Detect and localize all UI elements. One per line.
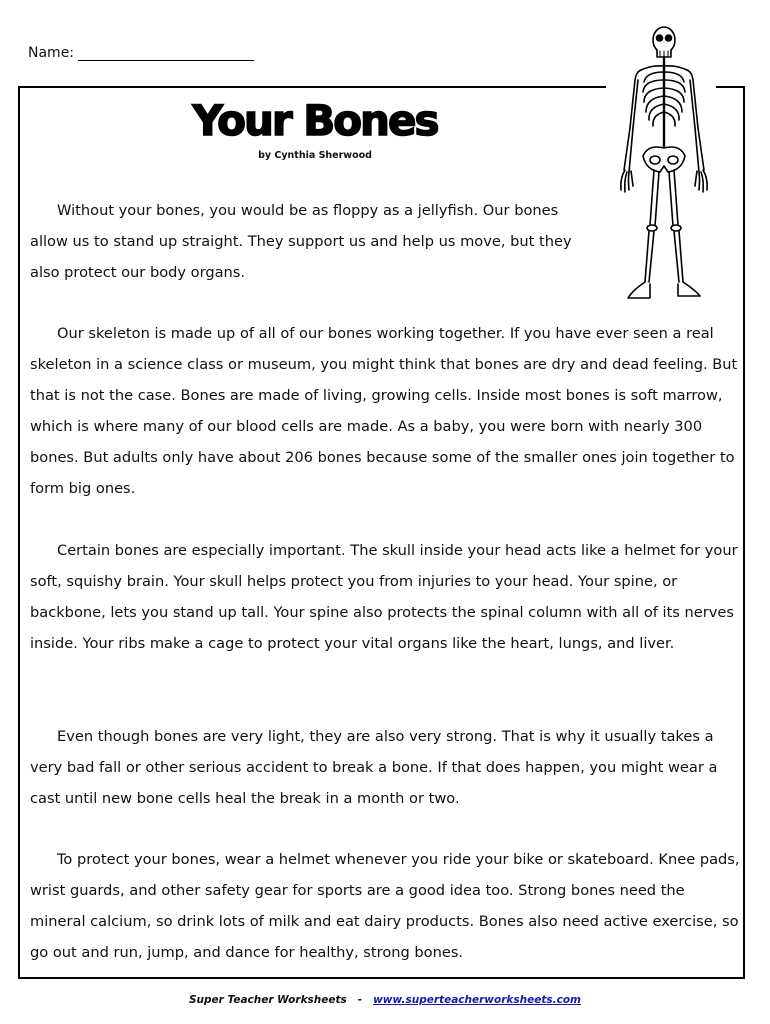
paragraph-5 xyxy=(30,844,740,968)
footer xyxy=(0,994,770,1006)
paragraph-1 xyxy=(30,195,600,288)
paragraph-text: To protect your bones, wear a helmet whenever you ride your bike or skateboard. Knee pads, wrist guards, and other safety gear for sports are a good idea too. Strong bones need the mineral calcium, so drink lots of milk and eat dairy products. Bones also need active exercise, so go out and run, jump, and dance for healthy, strong bones. xyxy=(30,851,740,961)
author-byline: by Cynthia Sherwood xyxy=(258,150,372,161)
footer-separator: - xyxy=(357,994,363,1006)
paragraph-text: Without your bones, you would be as floppy as a jellyfish. Our bones allow us to stand up straight. They support us and help us move, but they also protect our body organs. xyxy=(30,202,572,281)
paragraph-4 xyxy=(30,721,740,814)
paragraph-3 xyxy=(30,535,740,659)
skeleton-icon xyxy=(608,20,720,305)
paragraph-text: Certain bones are especially important. The skull inside your head acts like a helmet for your soft, squishy brain. Your skull helps protect you from injuries to your head. Your spine, or backbone, lets you stand up tall. Your spine also protects the spinal column with all of its nerves inside. Your ribs make a cage to protect your vital organs like the heart, lungs, and liver. xyxy=(30,542,738,652)
name-blank-line[interactable] xyxy=(78,46,254,61)
paragraph-text: Our skeleton is made up of all of our bones working together. If you have ever seen a real skeleton in a science class or museum, you might think that bones are dry and dead feeling. But that is not the case. Bones are made of living, growing cells. Inside most bones is soft marrow, which is where many of our blood cells are made. As a baby, you were born with nearly 300 bones. But adults only have about 206 bones because some of the smaller ones join together to form big ones. xyxy=(30,325,738,497)
paragraph-2 xyxy=(30,318,740,504)
page-title: Your Bones xyxy=(192,96,438,145)
name-field xyxy=(28,45,254,61)
footer-link[interactable]: www.superteacherworksheets.com xyxy=(373,994,581,1006)
name-label: Name: xyxy=(28,45,75,61)
footer-brand: Super Teacher Worksheets xyxy=(189,994,347,1006)
paragraph-text: Even though bones are very light, they are also very strong. That is why it usually takes a very bad fall or other serious accident to break a bone. If that does happen, you might wear a cast until new bone cells heal the break in a month or two. xyxy=(30,728,718,807)
